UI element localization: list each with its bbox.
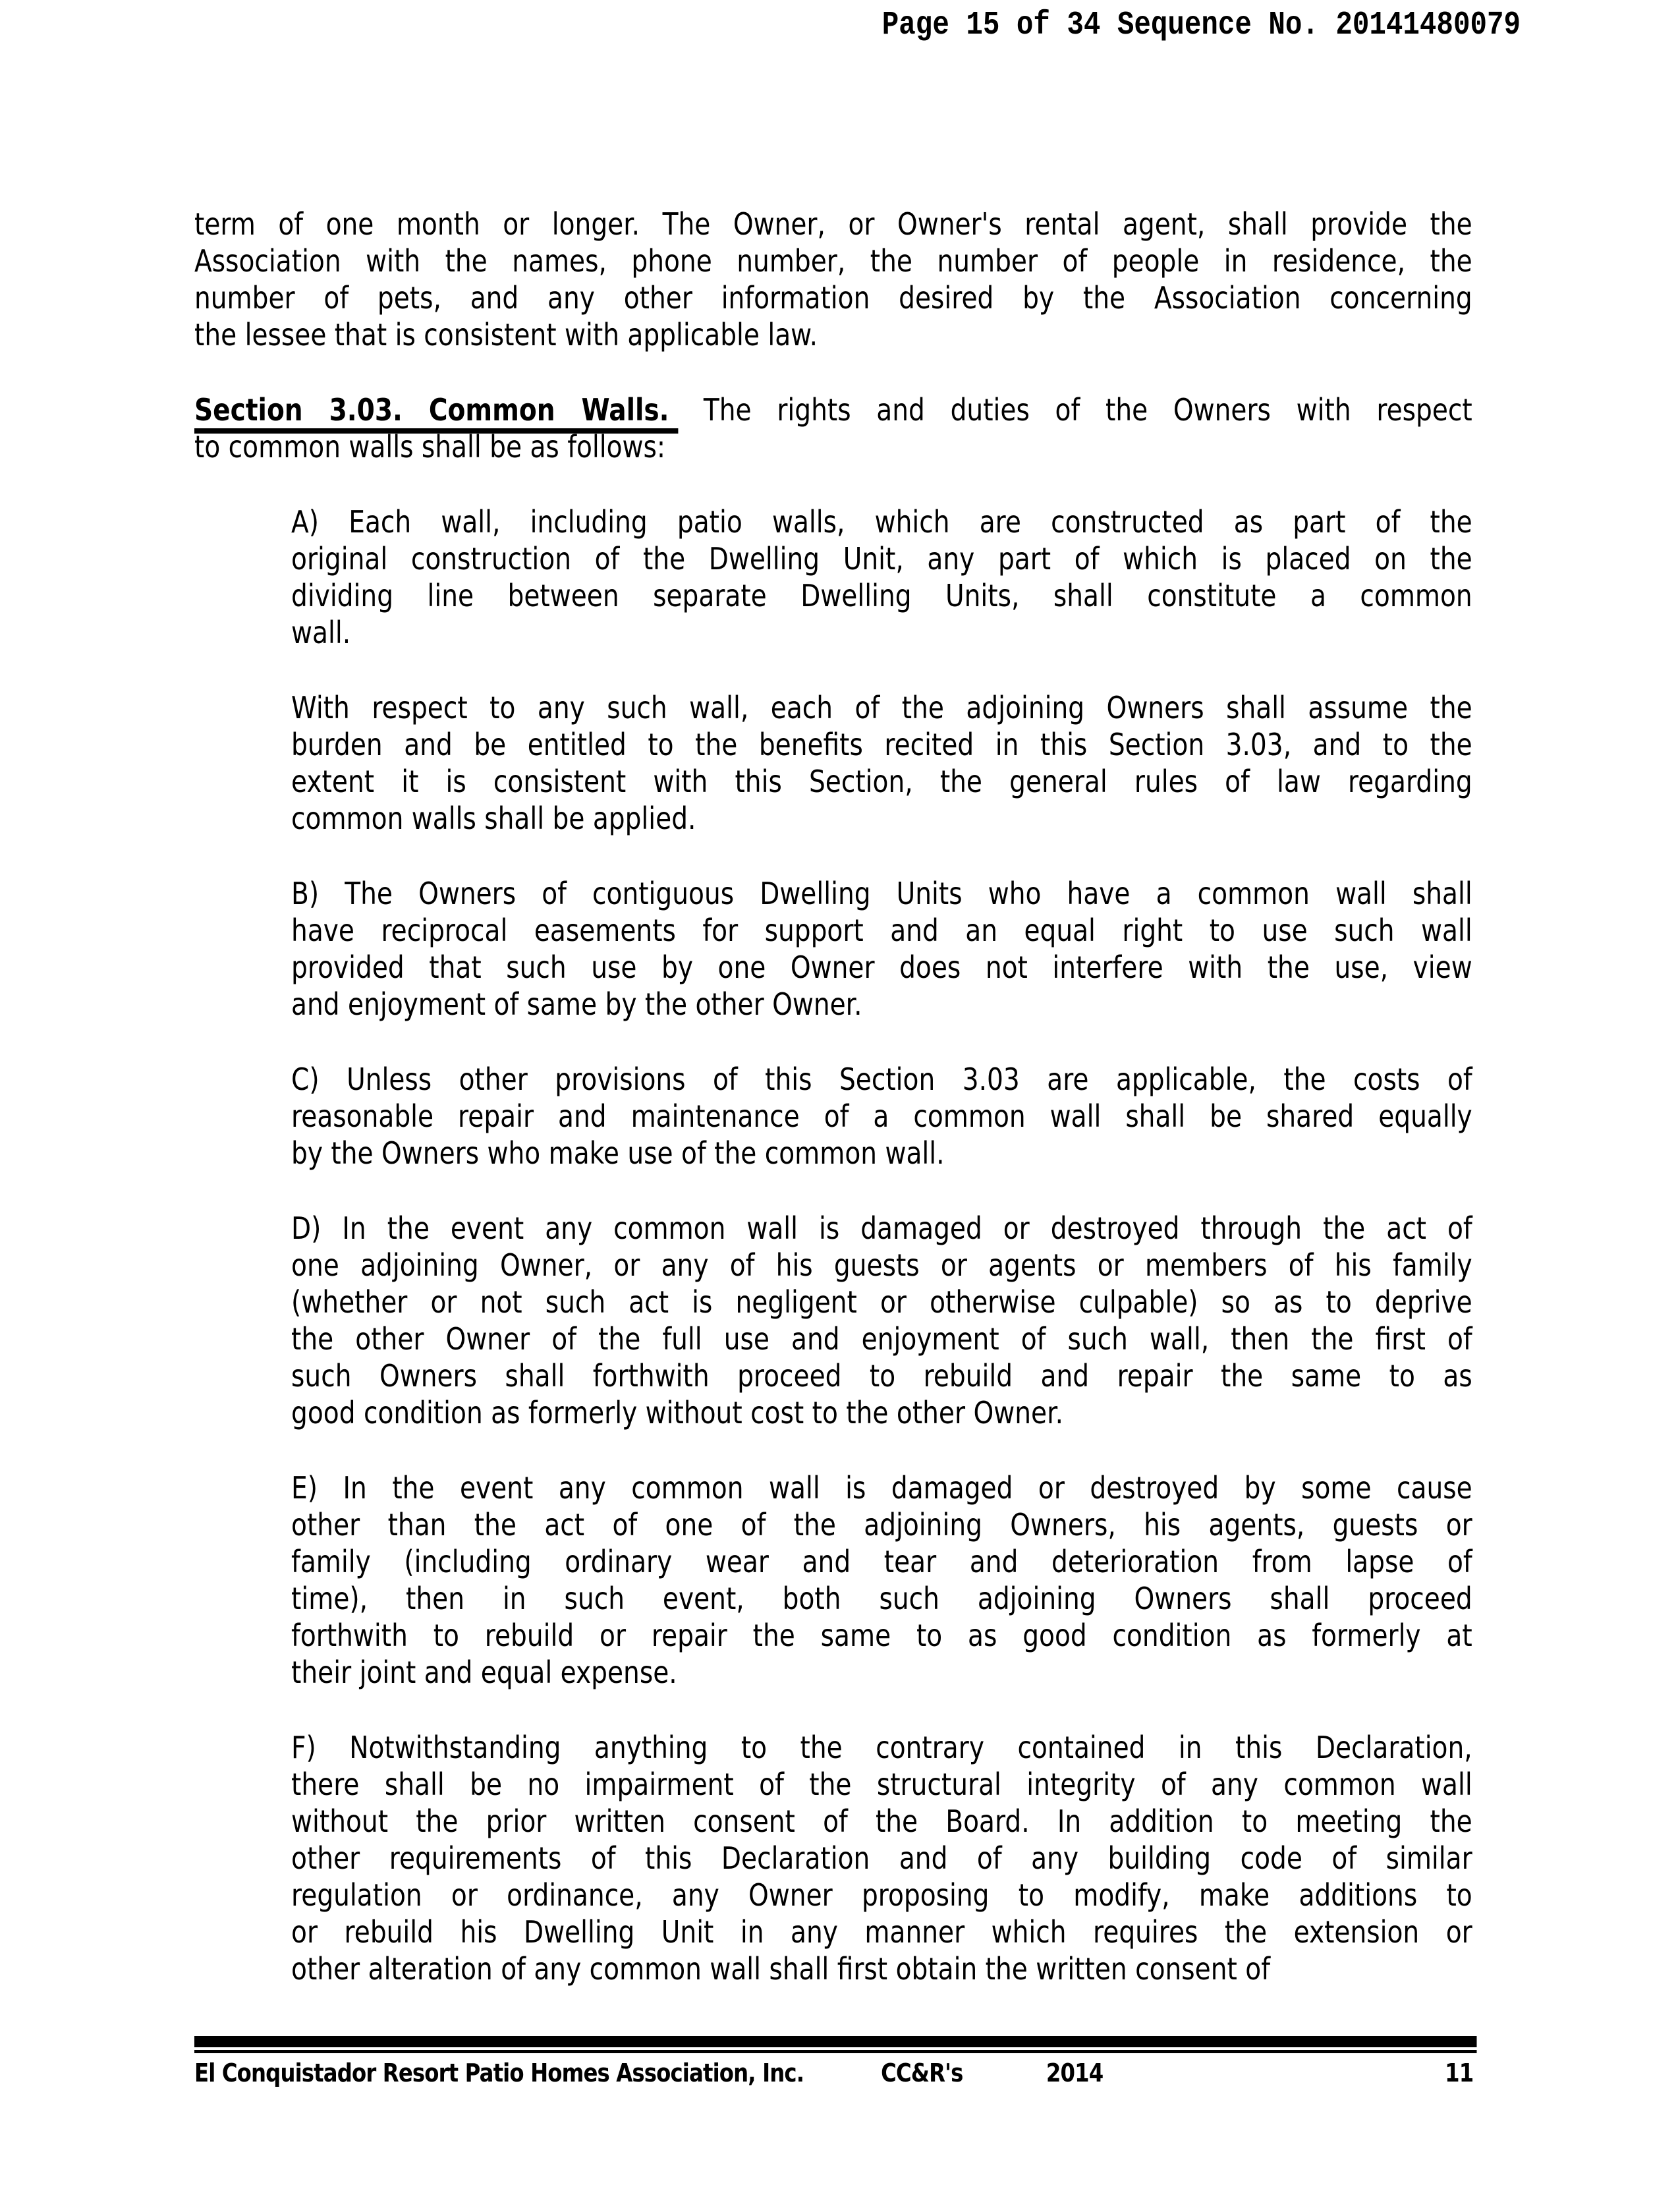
footer bbox=[194, 2058, 1477, 2098]
text-line: With respect to any such wall, each of the adjoining Owners shall assume the bbox=[291, 690, 1472, 725]
paragraph bbox=[291, 1210, 1472, 1431]
text-line: burden and be entitled to the benefits recited in this Section 3.03, and to the bbox=[291, 727, 1472, 762]
footer-rule bbox=[194, 2036, 1477, 2053]
text-line: wall. bbox=[291, 615, 351, 650]
text-line: such Owners shall forthwith proceed to rebuild and repair the same to as bbox=[291, 1358, 1472, 1394]
text-line: family (including ordinary wear and tear and deterioration from lapse of bbox=[291, 1544, 1472, 1579]
footer-association-name: El Conquistador Resort Patio Homes Association, Inc. bbox=[194, 2058, 804, 2087]
text-line: or rebuild his Dwelling Unit in any manner which requires the extension or bbox=[291, 1914, 1472, 1950]
text-line: other requirements of this Declaration and of any building code of similar bbox=[291, 1840, 1472, 1876]
text-line: time), then in such event, both such adjoining Owners shall proceed bbox=[291, 1581, 1472, 1616]
footer-year: 2014 bbox=[1046, 2058, 1104, 2087]
text-line: dividing line between separate Dwelling Units, shall constitute a common bbox=[291, 578, 1472, 613]
text-line: number of pets, and any other information desired by the Association concerning bbox=[194, 280, 1472, 316]
section-heading-paragraph bbox=[194, 391, 1472, 465]
paragraph bbox=[291, 875, 1472, 1023]
scan-area bbox=[194, 0, 1521, 2212]
paragraph bbox=[291, 689, 1472, 837]
footer-document-label: CC&R's bbox=[881, 2058, 963, 2087]
paragraph bbox=[291, 503, 1472, 651]
text-line: other alteration of any common wall shall first obtain the written consent of bbox=[291, 1951, 1270, 1987]
text-line: the other Owner of the full use and enjoyment of such wall, then the first of bbox=[291, 1321, 1472, 1357]
text-line: and enjoyment of same by the other Owner. bbox=[291, 986, 862, 1022]
text-line: provided that such use by one Owner does not interfere with the use, view bbox=[291, 950, 1472, 985]
text-line: A) Each wall, including patio walls, which are constructed as part of the bbox=[291, 504, 1472, 540]
text-line: good condition as formerly without cost to the other Owner. bbox=[291, 1395, 1064, 1431]
text-line: regulation or ordinance, any Owner proposing to modify, make additions to bbox=[291, 1877, 1472, 1913]
footer-page-number: 11 bbox=[1445, 2058, 1474, 2087]
paragraph bbox=[291, 1061, 1472, 1172]
text-line: F) Notwithstanding anything to the contrary contained in this Declaration, bbox=[291, 1730, 1472, 1765]
section-heading-title: Section 3.03. Common Walls. bbox=[194, 392, 678, 434]
text-line: B) The Owners of contiguous Dwelling Units who have a common wall shall bbox=[291, 876, 1472, 911]
text-line: without the prior written consent of the Board. In addition to meeting the bbox=[291, 1803, 1472, 1839]
text-line: the lessee that is consistent with applicable law. bbox=[194, 317, 818, 353]
text-line: (whether or not such act is negligent or otherwise culpable) so as to deprive bbox=[291, 1284, 1472, 1320]
text-line: there shall be no impairment of the structural integrity of any common wall bbox=[291, 1767, 1472, 1802]
text-line: Section 3.03. Common Walls. The rights and duties of the Owners with respect bbox=[194, 391, 1472, 428]
text-line: original construction of the Dwelling Unit, any part of which is placed on the bbox=[291, 541, 1472, 577]
text-line: one adjoining Owner, or any of his guests or agents or members of his family bbox=[291, 1247, 1472, 1283]
text-line: other than the act of one of the adjoining Owners, his agents, guests or bbox=[291, 1507, 1472, 1543]
text-line: their joint and equal expense. bbox=[291, 1655, 677, 1690]
text-line: reasonable repair and maintenance of a common wall shall be shared equally bbox=[291, 1098, 1472, 1134]
page-header-sequence-line: Page 15 of 34 Sequence No. 20141480079 bbox=[881, 7, 1521, 44]
text-line: forthwith to rebuild or repair the same to as good condition as formerly at bbox=[291, 1618, 1472, 1653]
text-line: by the Owners who make use of the common wall. bbox=[291, 1135, 945, 1171]
paragraph bbox=[291, 1469, 1472, 1691]
text-line: term of one month or longer. The Owner, or Owner's rental agent, shall provide the bbox=[194, 206, 1472, 242]
text-line: to common walls shall be as follows: bbox=[194, 429, 666, 465]
paragraph bbox=[194, 206, 1472, 353]
text-line: E) In the event any common wall is damaged or destroyed by some cause bbox=[291, 1470, 1472, 1506]
text-line: C) Unless other provisions of this Section 3.03 are applicable, the costs of bbox=[291, 1062, 1472, 1097]
text-line: extent it is consistent with this Section, the general rules of law regarding bbox=[291, 764, 1472, 799]
footer-rule-thin-bar bbox=[194, 2050, 1477, 2053]
footer-rule-thick-bar bbox=[194, 2036, 1477, 2047]
document-body bbox=[194, 206, 1472, 2026]
text-line: Association with the names, phone number, the number of people in residence, the bbox=[194, 243, 1472, 279]
paragraph bbox=[291, 1729, 1472, 1987]
text-line: common walls shall be applied. bbox=[291, 801, 696, 836]
text-line: have reciprocal easements for support and an equal right to use such wall bbox=[291, 913, 1472, 948]
text-line: D) In the event any common wall is damaged or destroyed through the act of bbox=[291, 1210, 1472, 1246]
